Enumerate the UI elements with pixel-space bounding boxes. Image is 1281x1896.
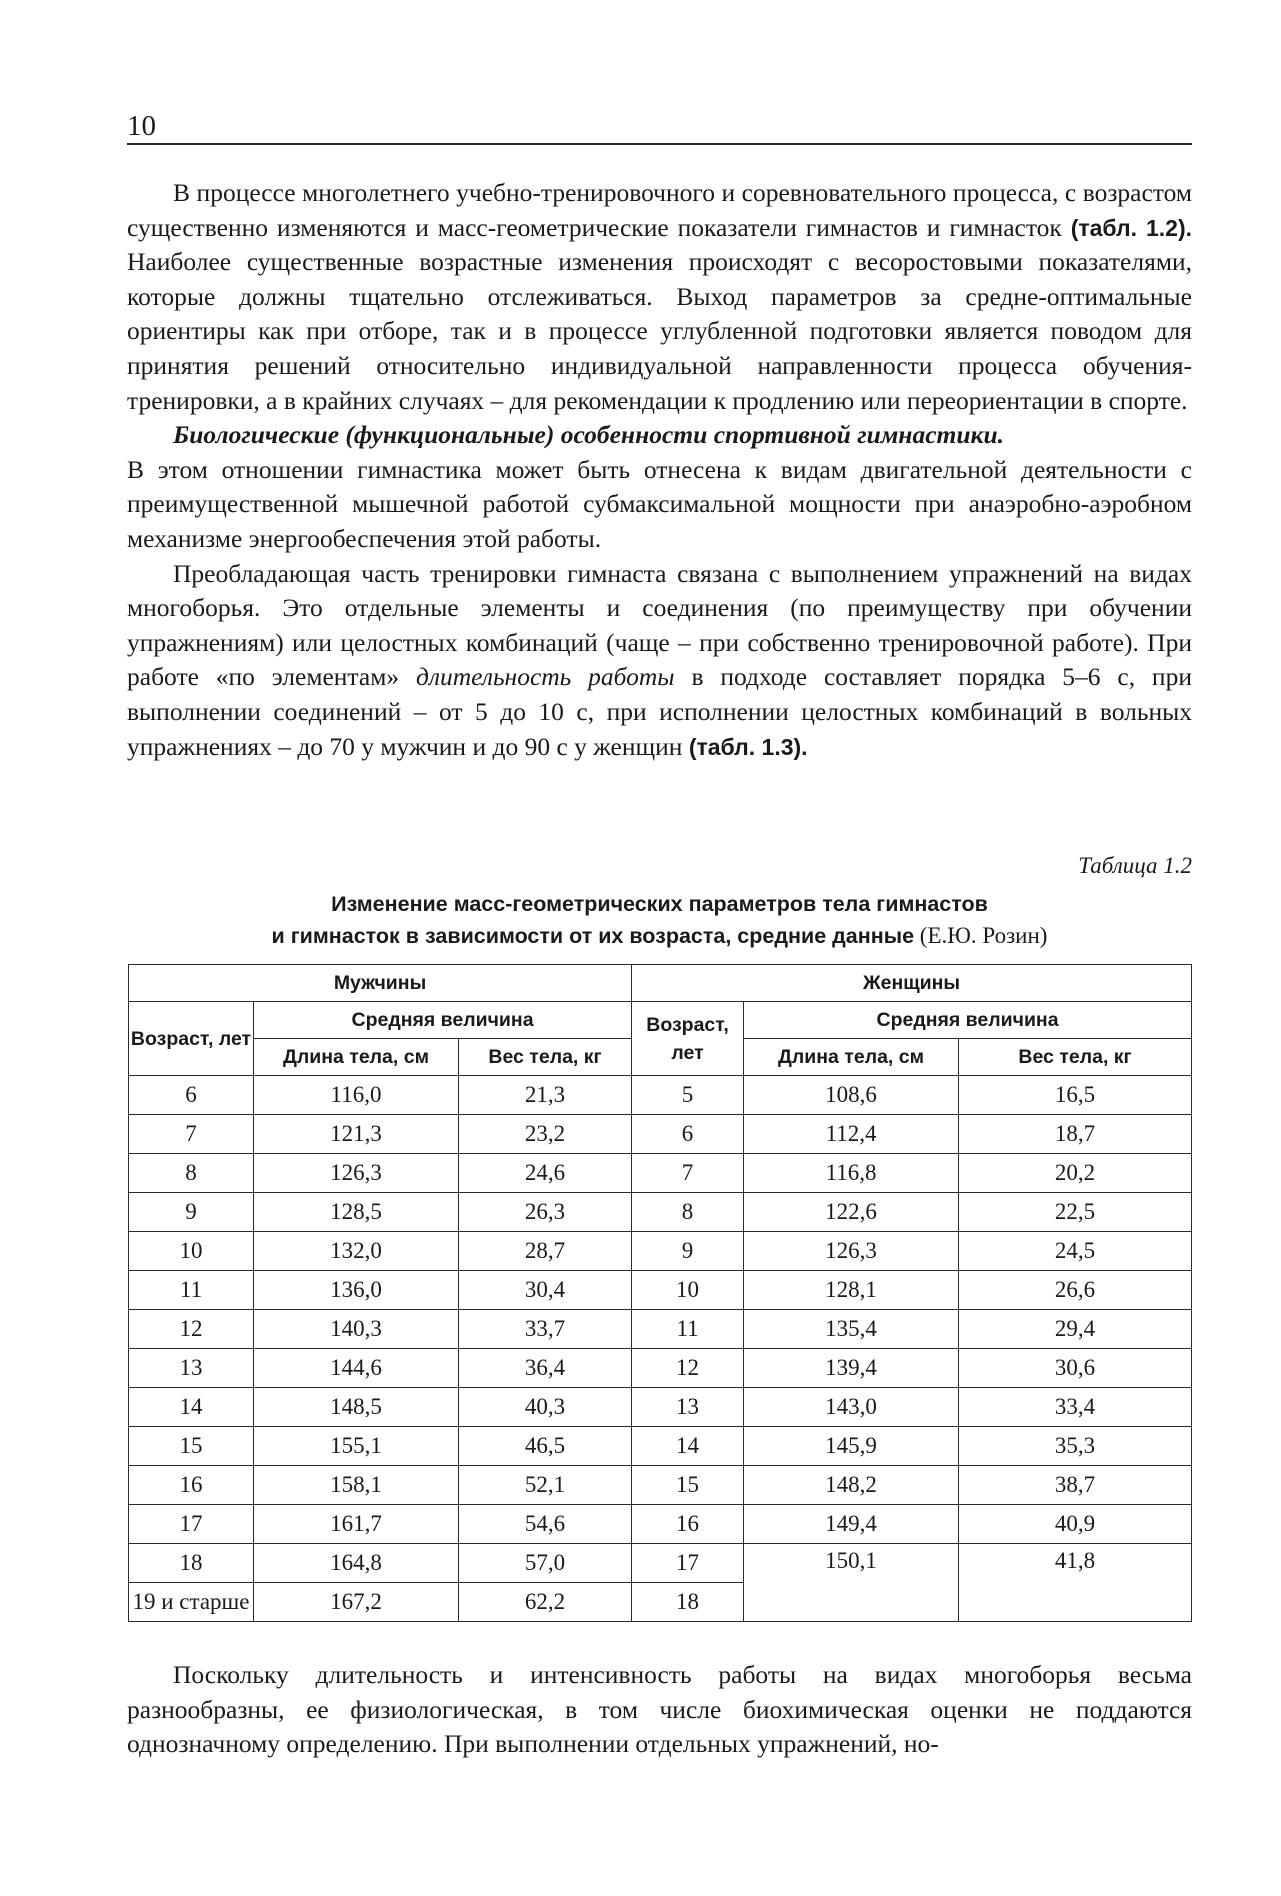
cell-w-len: 148,2 xyxy=(744,1466,959,1505)
cell-m-age: 16 xyxy=(129,1466,254,1505)
cell-m-len: 161,7 xyxy=(254,1505,459,1544)
cell-w-wt: 20,2 xyxy=(959,1154,1192,1193)
cell-w-wt: 41,8 xyxy=(959,1544,1192,1622)
cell-m-wt: 54,6 xyxy=(459,1505,632,1544)
cell-m-len: 116,0 xyxy=(254,1076,459,1115)
cell-m-wt: 46,5 xyxy=(459,1427,632,1466)
cell-m-age: 6 xyxy=(129,1076,254,1115)
cell-w-len: 116,8 xyxy=(744,1154,959,1193)
cell-m-wt: 57,0 xyxy=(459,1544,632,1583)
table-source: (Е.Ю. Розин) xyxy=(914,923,1048,948)
length-header-men: Длина тела, см xyxy=(254,1039,459,1076)
cell-w-len: 128,1 xyxy=(744,1271,959,1310)
weight-header-women: Вес тела, кг xyxy=(959,1039,1192,1076)
cell-w-age: 18 xyxy=(632,1583,744,1622)
table-row xyxy=(129,1271,1192,1310)
cell-m-len: 136,0 xyxy=(254,1271,459,1310)
cell-w-wt: 26,6 xyxy=(959,1271,1192,1310)
cell-w-len: 145,9 xyxy=(744,1427,959,1466)
table-row xyxy=(129,1544,1192,1583)
cell-w-len: 108,6 xyxy=(744,1076,959,1115)
paragraph-1: В процессе многолетнего учебно-тренировочного и соревновательного процесса, с возрастом существенно изменяются и масс-геометрические показатели гимнастов и гимнасток (табл. 1.2). Наиболее существенные возрастные изменения происходят с весоростовыми показателями, которые должны тщательно отслеживаться. Выход параметров за средне-оптимальные ориентиры как при отборе, так и в процессе углубленной подготовки является поводом для принятия решений относительно индивидуальной направленности процесса обучения-тренировки, а в крайних случаях – для рекомендации к продлению или переориентации в спорте. xyxy=(127,178,1192,415)
cell-m-age: 15 xyxy=(129,1427,254,1466)
avg-header-women: Средняя величина xyxy=(744,1002,1192,1039)
table-title: Изменение масс-геометрических параметров тела гимнастов и гимнасток в зависимости от их возраста, средние данные (Е.Ю. Розин) xyxy=(271,892,1048,948)
cell-m-wt: 23,2 xyxy=(459,1115,632,1154)
table-row xyxy=(129,1232,1192,1271)
table-reference: (табл. 1.3). xyxy=(688,733,808,760)
cell-m-wt: 33,7 xyxy=(459,1310,632,1349)
cell-w-len: 112,4 xyxy=(744,1115,959,1154)
cell-m-age: 18 xyxy=(129,1544,254,1583)
cell-w-wt: 24,5 xyxy=(959,1232,1192,1271)
cell-w-len: 126,3 xyxy=(744,1232,959,1271)
cell-w-len: 149,4 xyxy=(744,1505,959,1544)
cell-w-len: 150,1 xyxy=(744,1544,959,1622)
section-heading: Биологические (функциональные) особенности спортивной гимнастики. xyxy=(173,420,1005,450)
intro-text xyxy=(127,176,1192,764)
cell-w-wt: 29,4 xyxy=(959,1310,1192,1349)
table-row xyxy=(129,1388,1192,1427)
header-rule xyxy=(127,143,1192,145)
outro-text xyxy=(127,1658,1192,1762)
paragraph-2 xyxy=(127,418,1192,453)
cell-m-len: 158,1 xyxy=(254,1466,459,1505)
cell-w-len: 139,4 xyxy=(744,1349,959,1388)
cell-m-wt: 21,3 xyxy=(459,1076,632,1115)
cell-w-age: 16 xyxy=(632,1505,744,1544)
cell-m-age: 17 xyxy=(129,1505,254,1544)
age-header-women: Возраст, лет xyxy=(632,1002,744,1076)
cell-w-age: 13 xyxy=(632,1388,744,1427)
cell-m-wt: 52,1 xyxy=(459,1466,632,1505)
group-header-men: Мужчины xyxy=(129,965,632,1002)
cell-m-len: 121,3 xyxy=(254,1115,459,1154)
table-row xyxy=(129,1427,1192,1466)
cell-m-len: 140,3 xyxy=(254,1310,459,1349)
cell-w-age: 14 xyxy=(632,1427,744,1466)
cell-m-wt: 36,4 xyxy=(459,1349,632,1388)
cell-m-age: 14 xyxy=(129,1388,254,1427)
age-header-men: Возраст, лет xyxy=(129,1002,254,1076)
cell-w-len: 122,6 xyxy=(744,1193,959,1232)
avg-header-men: Средняя величина xyxy=(254,1002,632,1039)
cell-m-wt: 28,7 xyxy=(459,1232,632,1271)
cell-w-age: 6 xyxy=(632,1115,744,1154)
cell-m-len: 144,6 xyxy=(254,1349,459,1388)
cell-w-age: 9 xyxy=(632,1232,744,1271)
data-table xyxy=(128,964,1192,1622)
cell-w-wt: 30,6 xyxy=(959,1349,1192,1388)
cell-m-len: 128,5 xyxy=(254,1193,459,1232)
cell-m-age: 13 xyxy=(129,1349,254,1388)
cell-m-age: 8 xyxy=(129,1154,254,1193)
cell-w-age: 17 xyxy=(632,1544,744,1583)
cell-m-len: 155,1 xyxy=(254,1427,459,1466)
table-row xyxy=(129,1076,1192,1115)
table-body xyxy=(129,1076,1192,1622)
cell-m-age: 19 и старше xyxy=(129,1583,254,1622)
cell-w-age: 11 xyxy=(632,1310,744,1349)
cell-w-wt: 33,4 xyxy=(959,1388,1192,1427)
table-reference: (табл. 1.2). xyxy=(1070,214,1192,241)
cell-w-age: 7 xyxy=(632,1154,744,1193)
cell-m-len: 132,0 xyxy=(254,1232,459,1271)
cell-w-age: 5 xyxy=(632,1076,744,1115)
cell-m-wt: 26,3 xyxy=(459,1193,632,1232)
cell-m-wt: 62,2 xyxy=(459,1583,632,1622)
group-header-women: Женщины xyxy=(632,965,1192,1002)
table-row xyxy=(129,1115,1192,1154)
weight-header-men: Вес тела, кг xyxy=(459,1039,632,1076)
cell-m-age: 11 xyxy=(129,1271,254,1310)
cell-m-wt: 24,6 xyxy=(459,1154,632,1193)
cell-w-age: 10 xyxy=(632,1271,744,1310)
cell-w-age: 8 xyxy=(632,1193,744,1232)
emphasis: длительность работы xyxy=(415,662,675,692)
paragraph-3: Преобладающая часть тренировки гимнаста связана с выполнением упражнений на видах многоборья. Это отдельные элементы и соединения (по преимуществу при обучении упражнениям) или целостных комбинаций (чаще – при собственно тренировочной работе). При работе «по элементам» длительность работы в подходе составляет порядка 5–6 с, при выполнении соединений – от 5 до 10 с, при исполнении целостных комбинаций в вольных упражнениях – до 70 у мужчин и до 90 с у женщин (табл. 1.3). xyxy=(127,558,1192,761)
cell-w-age: 15 xyxy=(632,1466,744,1505)
cell-m-len: 126,3 xyxy=(254,1154,459,1193)
page-number: 10 xyxy=(127,110,156,142)
table-row xyxy=(129,1154,1192,1193)
cell-w-wt: 35,3 xyxy=(959,1427,1192,1466)
cell-m-len: 148,5 xyxy=(254,1388,459,1427)
cell-w-wt: 18,7 xyxy=(959,1115,1192,1154)
table-row xyxy=(129,1193,1192,1232)
paragraph-4: Поскольку длительность и интенсивность работы на видах многоборья весьма разнообразны, ее физиологическая, в том числе биохимическая оценки не поддаются однозначному определению. При выполнении отдельных упражнений, но- xyxy=(127,1660,1192,1759)
table-row xyxy=(129,1349,1192,1388)
length-header-women: Длина тела, см xyxy=(744,1039,959,1076)
paragraph-2-body: В этом отношении гимнастика может быть отнесена к видам двигательной деятельности с преимущественной мышечной работой субмаксимальной мощности при анаэробно-аэробном механизме энергообеспечения этой работы. xyxy=(127,454,1192,553)
cell-m-wt: 40,3 xyxy=(459,1388,632,1427)
cell-m-age: 12 xyxy=(129,1310,254,1349)
cell-w-wt: 16,5 xyxy=(959,1076,1192,1115)
table-label: Таблица 1.2 xyxy=(1078,853,1192,878)
cell-m-age: 7 xyxy=(129,1115,254,1154)
cell-m-len: 167,2 xyxy=(254,1583,459,1622)
table-row xyxy=(129,1310,1192,1349)
cell-m-wt: 30,4 xyxy=(459,1271,632,1310)
cell-w-wt: 38,7 xyxy=(959,1466,1192,1505)
cell-m-age: 10 xyxy=(129,1232,254,1271)
cell-w-age: 12 xyxy=(632,1349,744,1388)
table-row xyxy=(129,1505,1192,1544)
cell-w-wt: 22,5 xyxy=(959,1193,1192,1232)
cell-w-len: 143,0 xyxy=(744,1388,959,1427)
table-row xyxy=(129,1466,1192,1505)
cell-w-len: 135,4 xyxy=(744,1310,959,1349)
cell-m-len: 164,8 xyxy=(254,1544,459,1583)
cell-m-age: 9 xyxy=(129,1193,254,1232)
cell-w-wt: 40,9 xyxy=(959,1505,1192,1544)
